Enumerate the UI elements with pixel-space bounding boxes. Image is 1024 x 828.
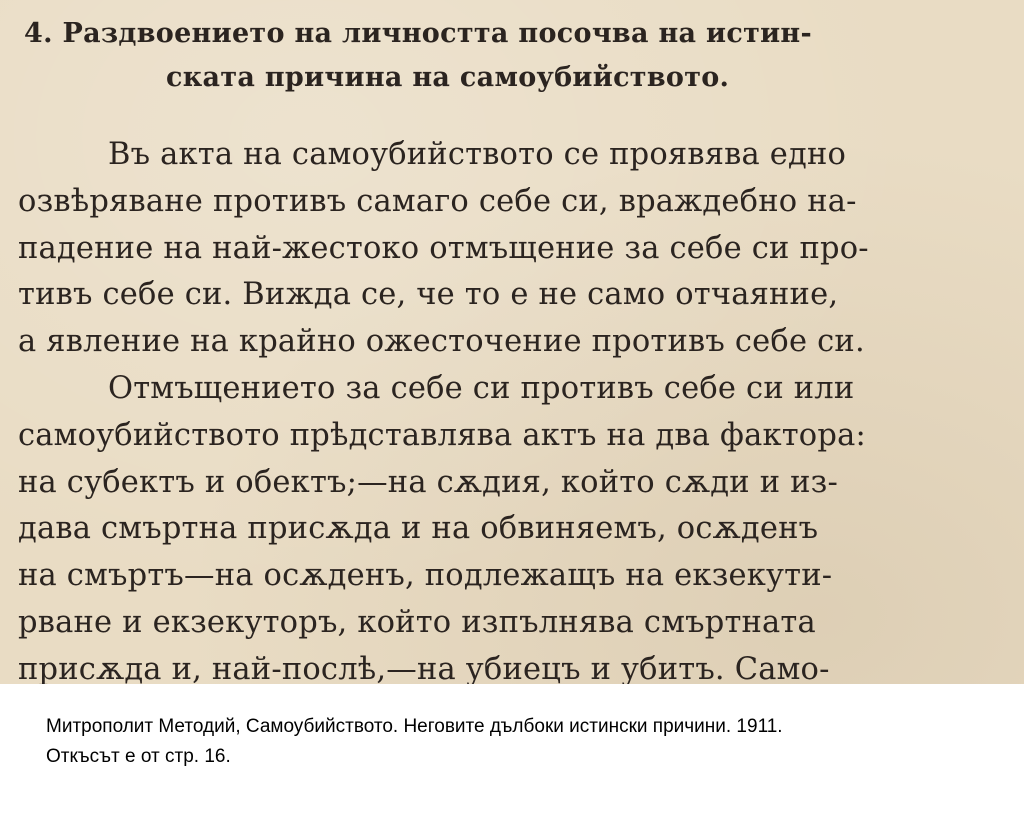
text-line: падение на най-жестоко отмъщение за себе си про- [18,230,869,266]
section-heading [24,12,1004,100]
text-line: а явление на крайно ожесточение противъ себе си. [18,324,865,360]
text-line: озвѣряване противъ самаго себе си, враждебно на- [18,183,857,219]
source-caption [46,712,1006,772]
text-line: на субектъ и обектъ;—на сѫдия, който сѫди и из- [18,464,839,500]
text-line: дава смъртна присѫда и на обвиняемъ, осѫденъ [18,511,819,547]
page-body [18,132,1008,684]
text-line: рване и екзекуторъ, който изпълнява смъртната [18,604,816,640]
text-line: присѫда и, най-послѣ,—на убиецъ и убитъ. Само- [18,651,830,684]
paragraph [18,366,1008,684]
text-line: на смъртъ—на осѫденъ, подлежащъ на екзекути- [18,558,833,594]
caption-line: Откъсът е от стр. 16. [46,746,231,767]
text-line: Отмъщението за себе си противъ себе си или [108,370,855,406]
text-line: тивъ себе си. Вижда се, че то е не само отчаяние, [18,277,839,313]
heading-line: ската причина на самоубийството. [166,62,730,93]
paragraph [18,132,1008,366]
caption-line: Митрополит Методий, Самоубийството. Неговите дълбоки истински причини. 1911. [46,716,783,737]
heading-line: 4. Раздвоението на личността посочва на истин- [24,18,812,49]
text-line: Въ акта на самоубийството се проявява едно [108,137,847,172]
text-line: самоубийството прѣдставлява актъ на два фактора: [18,417,866,453]
